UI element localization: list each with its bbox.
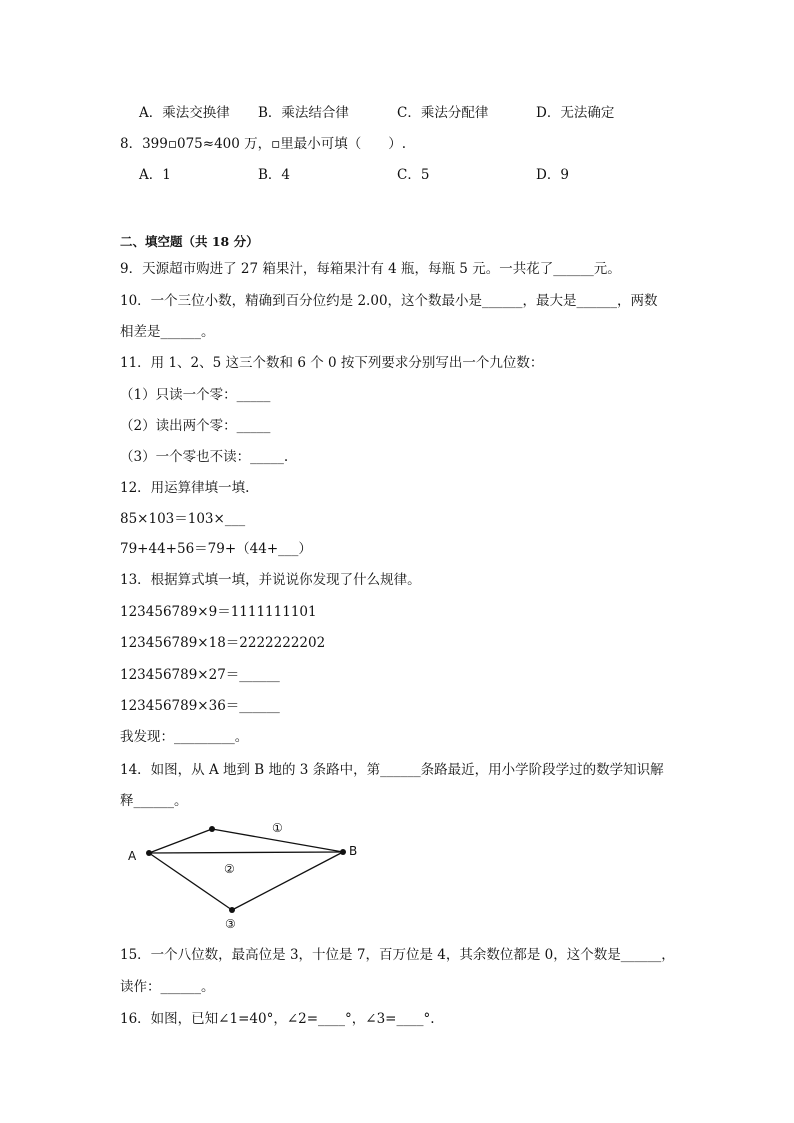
q7-option-b: B．乘法结合律 xyxy=(258,105,349,121)
point-b-label: B xyxy=(349,844,358,858)
q12-line-2: 79+44+56＝79+（44+___） xyxy=(120,541,312,557)
route-2-label: ② xyxy=(224,862,235,876)
point-a-dot xyxy=(146,850,152,856)
q13-line-1: 123456789×9＝1111111101 xyxy=(120,604,317,620)
q14-text-line1: 14．如图，从 A 地到 B 地的 3 条路中，第______条路最近，用小学阶段学过的数学知识解 xyxy=(120,762,664,778)
q11-part-2: （2）读出两个零：_____ xyxy=(120,418,271,434)
q13-line-3: 123456789×27＝______ xyxy=(120,667,280,683)
q13-line-4: 123456789×36＝______ xyxy=(120,698,280,714)
q13-line-2: 123456789×18＝2222222202 xyxy=(120,635,326,651)
route-1-segment-a xyxy=(149,829,212,853)
section-title: 二、填空题（共 18 分） xyxy=(120,234,259,249)
q10-text-line2: 相差是______。 xyxy=(120,324,215,340)
route-2-line xyxy=(149,852,343,853)
q11-stem: 11．用 1、2、5 这三个数和 6 个 0 按下列要求分别写出一个九位数： xyxy=(120,355,544,371)
point-b-dot xyxy=(340,849,346,855)
q15-text-line1: 15．一个八位数，最高位是 3，十位是 7，百万位是 4，其余数位都是 0，这个数是______， xyxy=(120,947,675,963)
route-3-segment-b xyxy=(232,852,343,910)
route-1-label: ① xyxy=(272,821,283,835)
q8-option-d: D．9 xyxy=(536,167,569,183)
q7-option-c: C．乘法分配律 xyxy=(397,105,489,121)
q8-option-a: A．1 xyxy=(139,167,171,183)
q9-text: 9．天源超市购进了 27 箱果汁，每箱果汁有 4 瓶，每瓶 5 元。一共花了______元。 xyxy=(120,261,621,277)
q8-option-c: C．5 xyxy=(397,167,430,183)
q10-text-line1: 10．一个三位小数，精确到百分位约是 2.00，这个数最小是______，最大是______，两数 xyxy=(120,293,658,309)
q13-stem: 13．根据算式填一填，并说说你发现了什么规律。 xyxy=(120,572,421,588)
q7-option-d: D．无法确定 xyxy=(536,105,615,121)
q8-option-b: B．4 xyxy=(258,167,291,183)
point-a-label: A xyxy=(128,849,137,863)
q13-discovery: 我发现：_________。 xyxy=(120,729,249,745)
route-3-segment-a xyxy=(149,853,232,910)
q11-part-3: （3）一个零也不读：_____. xyxy=(120,449,289,465)
q16-text: 16．如图，已知∠1=40°，∠2=____°，∠3=____°. xyxy=(120,1011,435,1027)
q14-text-line2: 释______。 xyxy=(120,793,188,809)
route-1-vertex xyxy=(209,826,215,832)
route-3-vertex xyxy=(229,907,235,913)
route-diagram xyxy=(120,818,380,930)
q11-part-1: （1）只读一个零：_____ xyxy=(120,387,271,403)
q12-stem: 12．用运算律填一填. xyxy=(120,480,250,496)
q8-stem: 8．399▫075≈400 万，▫里最小可填（ ）. xyxy=(120,136,407,152)
route-3-label: ③ xyxy=(225,917,236,930)
q15-text-line2: 读作：______。 xyxy=(120,979,215,995)
q12-line-1: 85×103＝103×___ xyxy=(120,511,246,527)
q7-option-a: A．乘法交换律 xyxy=(139,105,230,121)
